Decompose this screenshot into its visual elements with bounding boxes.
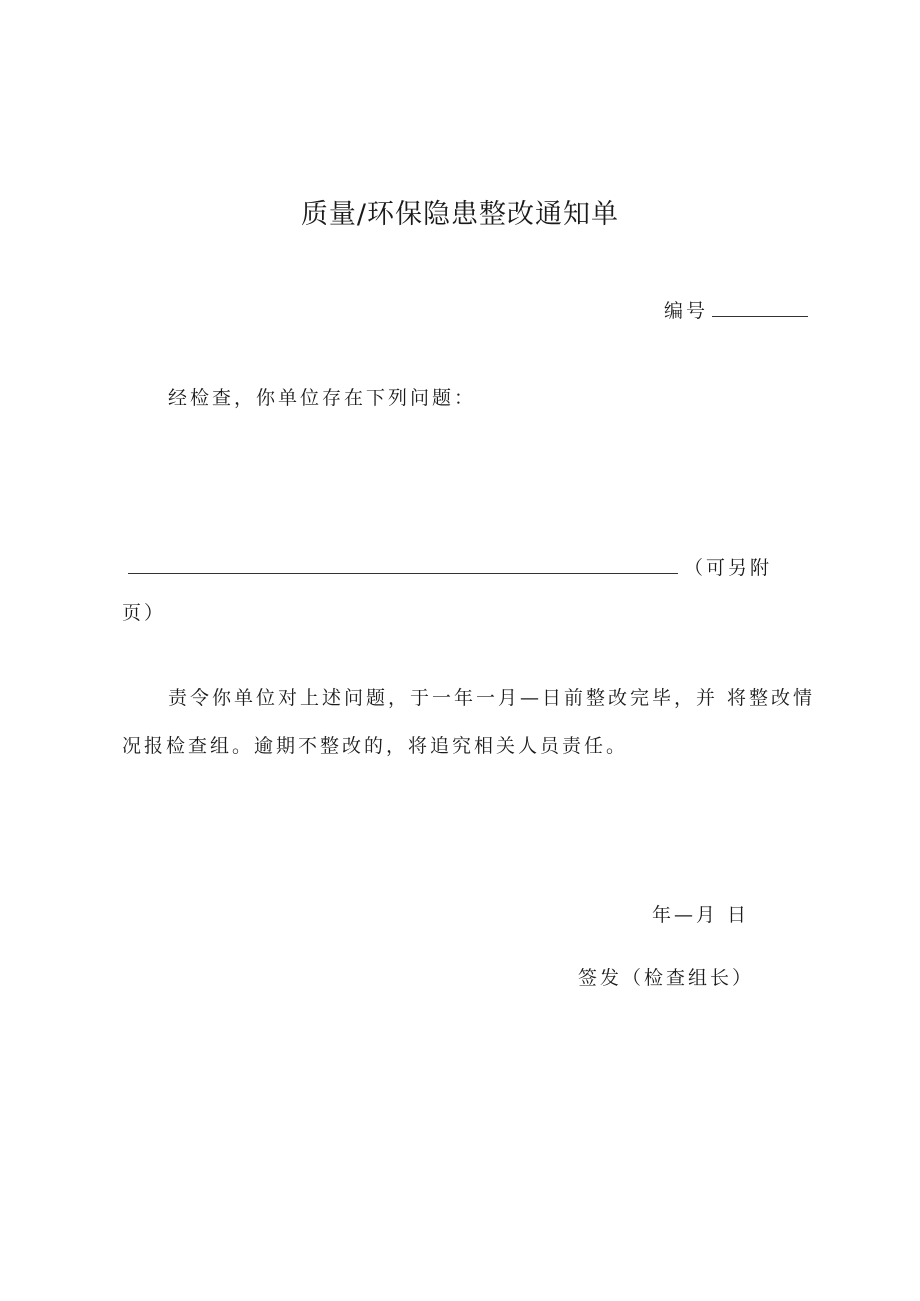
document-title: 质量/环保隐患整改通知单 (300, 199, 620, 230)
issues-row (128, 553, 772, 580)
serial-number-label: 编号 (663, 300, 708, 322)
order-text-line-1: 责令你单位对上述问题，于一年一月—日前整改完毕，并 将整改情 (168, 687, 816, 709)
signature-line: 签发（检查组长） (578, 967, 755, 989)
intro-text: 经检查，你单位存在下列问题： (168, 387, 477, 409)
attach-note: （可另附 (684, 557, 773, 579)
serial-number-row (664, 296, 808, 323)
serial-number-blank[interactable] (712, 315, 808, 317)
order-text-line-2: 况报检查组。逾期不整改的，将追究相关人员责任。 (122, 735, 629, 757)
attach-note-wrap: 页） (122, 602, 167, 624)
issues-blank[interactable] (128, 572, 678, 574)
date-line: 年—月 日 (652, 904, 750, 926)
